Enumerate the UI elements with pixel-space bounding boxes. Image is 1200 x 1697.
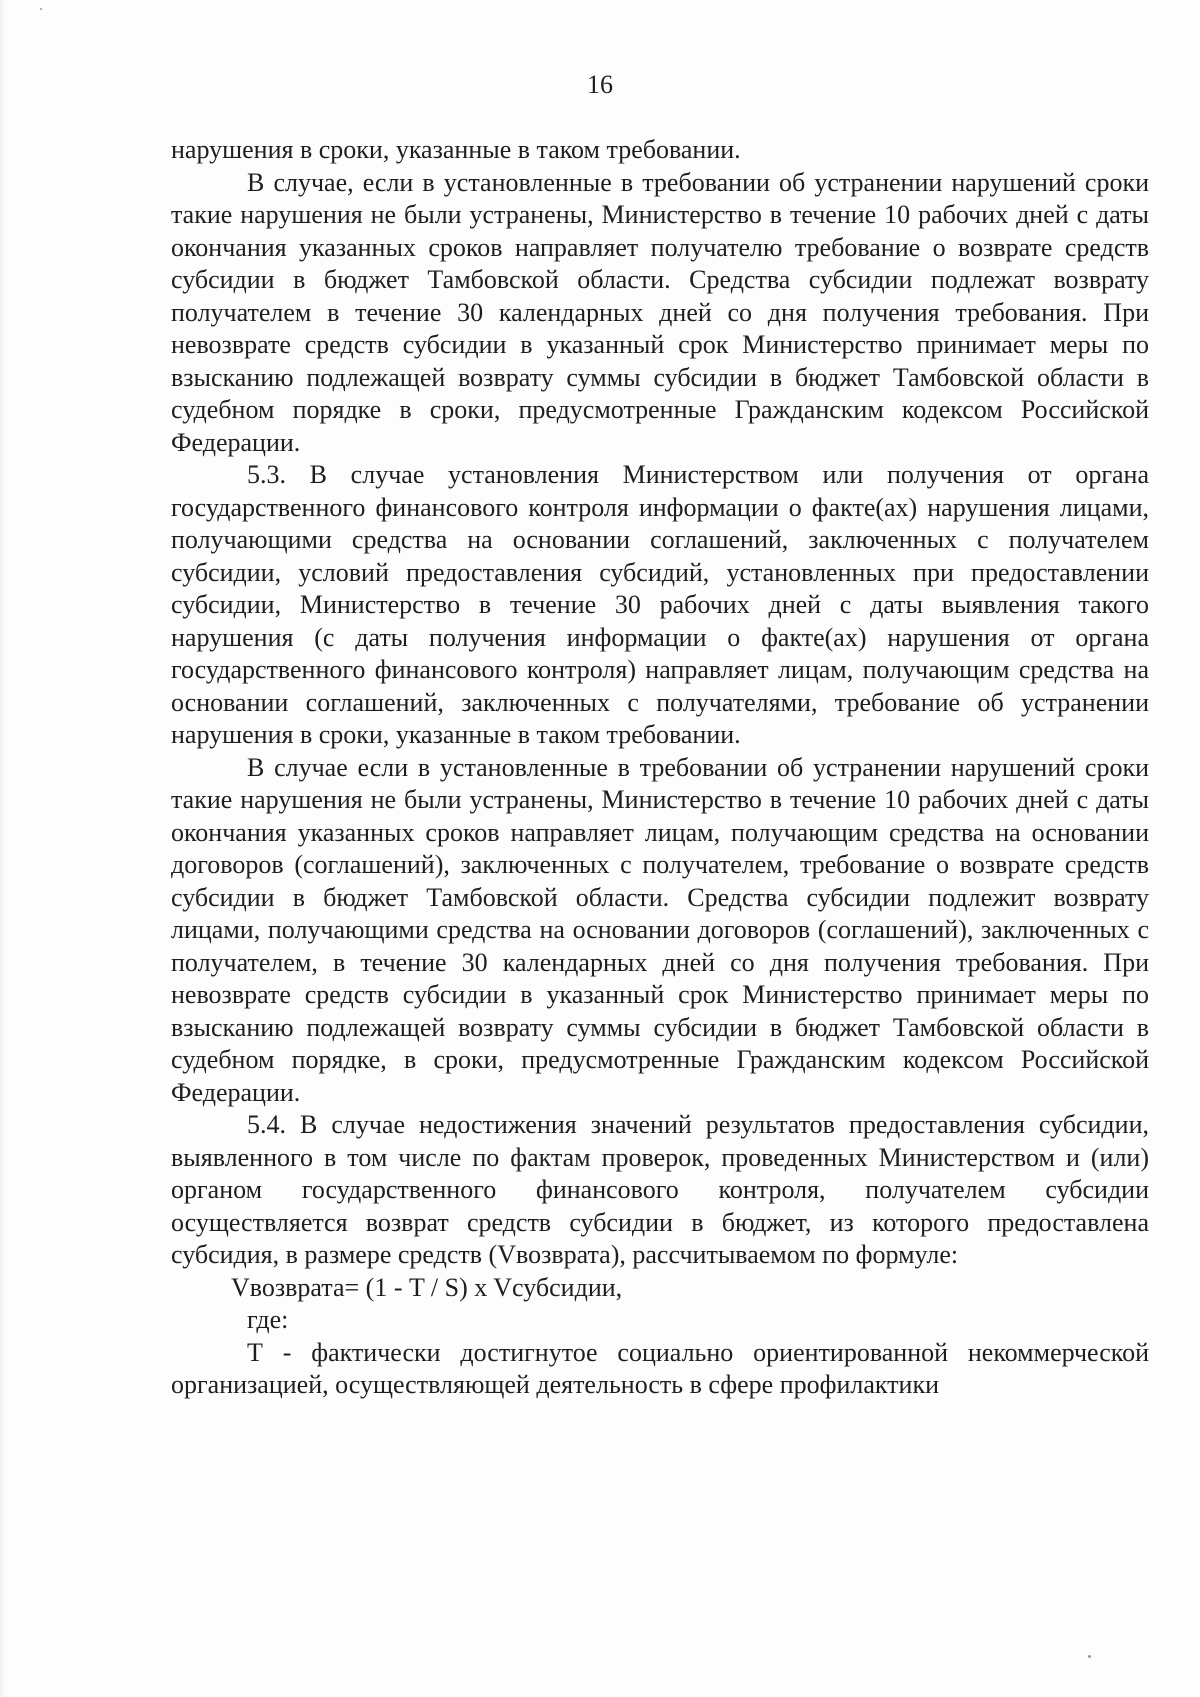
scan-speck (1088, 1655, 1091, 1658)
where-label: где: (247, 1305, 289, 1334)
paragraph-continuation: нарушения в сроки, указанные в таком требовании. (171, 135, 741, 164)
document-body (171, 134, 1149, 1402)
page-number: 16 (587, 70, 613, 99)
scan-edge-shadow (0, 0, 6, 1697)
paragraph-return-requirement: В случае, если в установленные в требовании об устранении нарушений сроки такие нарушения не были устранены, Министерство в течение 10 рабочих дней с даты окончания указанных сроков направляет получателю требование о возврате средств субсидии в бюджет Тамбовской области. Средства субсидии подлежат возврату получателем в течение 30 календарных дней со дня получения требования. При невозврате средств субсидии в указанный срок Министерство принимает меры по взысканию подлежащей возврату суммы субсидии в бюджет Тамбовской области в судебном порядке в сроки, предусмотренные Гражданским кодексом Российской Федерации. (171, 167, 1149, 457)
paragraph-section-5-4: 5.4. В случае недостижения значений результатов предоставления субсидии, выявленного в том числе по фактам проверок, проведенных Министерством и (или) органом государственного финансового контроля, получателем субсидии осуществляется возврат средств субсидии в бюджет, из которого предоставлена субсидия, в размере средств (Vвозврата), рассчитываемом по формуле: (171, 1110, 1149, 1269)
paragraph-variable-t: Т - фактически достигнутое социально ориентированной некоммерческой организацией, осуществляющей деятельность в сфере профилактики (171, 1337, 1149, 1399)
paragraph-third-party-return: В случае если в установленные в требовании об устранении нарушений сроки такие нарушения не были устранены, Министерство в течение 10 рабочих дней с даты окончания указанных сроков направляет лицам, получающим средства на основании договоров (соглашений), заключенных с получателем, требование о возврате средств субсидии в бюджет Тамбовской области. Средства субсидии подлежит возврату лицами, получающими средства на основании договоров (соглашений), заключенных с получателем, в течение 30 календарных дней со дня получения требования. При невозврате средств субсидии в указанный срок Министерство принимает меры по взысканию подлежащей возврату суммы субсидии в бюджет Тамбовской области в судебном порядке, в сроки, предусмотренные Гражданским кодексом Российской Федерации. (171, 752, 1149, 1107)
return-formula: Vвозврата= (1 - T / S) x Vсубсидии, (231, 1272, 623, 1302)
scan-speck (40, 8, 42, 10)
paragraph-section-5-3: 5.3. В случае установления Министерством или получения от органа государственного финансового контроля информации о факте(ах) нарушения лицами, получающими средства на основании соглашений, заключенных с получателем субсидии, условий предоставления субсидий, установленных при предоставлении субсидии, Министерство в течение 30 рабочих дней с даты выявления такого нарушения (с даты получения информации о факте(ах) нарушения от органа государственного финансового контроля) направляет лицам, получающим средства на основании соглашений, заключенных с получателями, требование об устранении нарушения в сроки, указанные в таком требовании. (171, 460, 1149, 749)
